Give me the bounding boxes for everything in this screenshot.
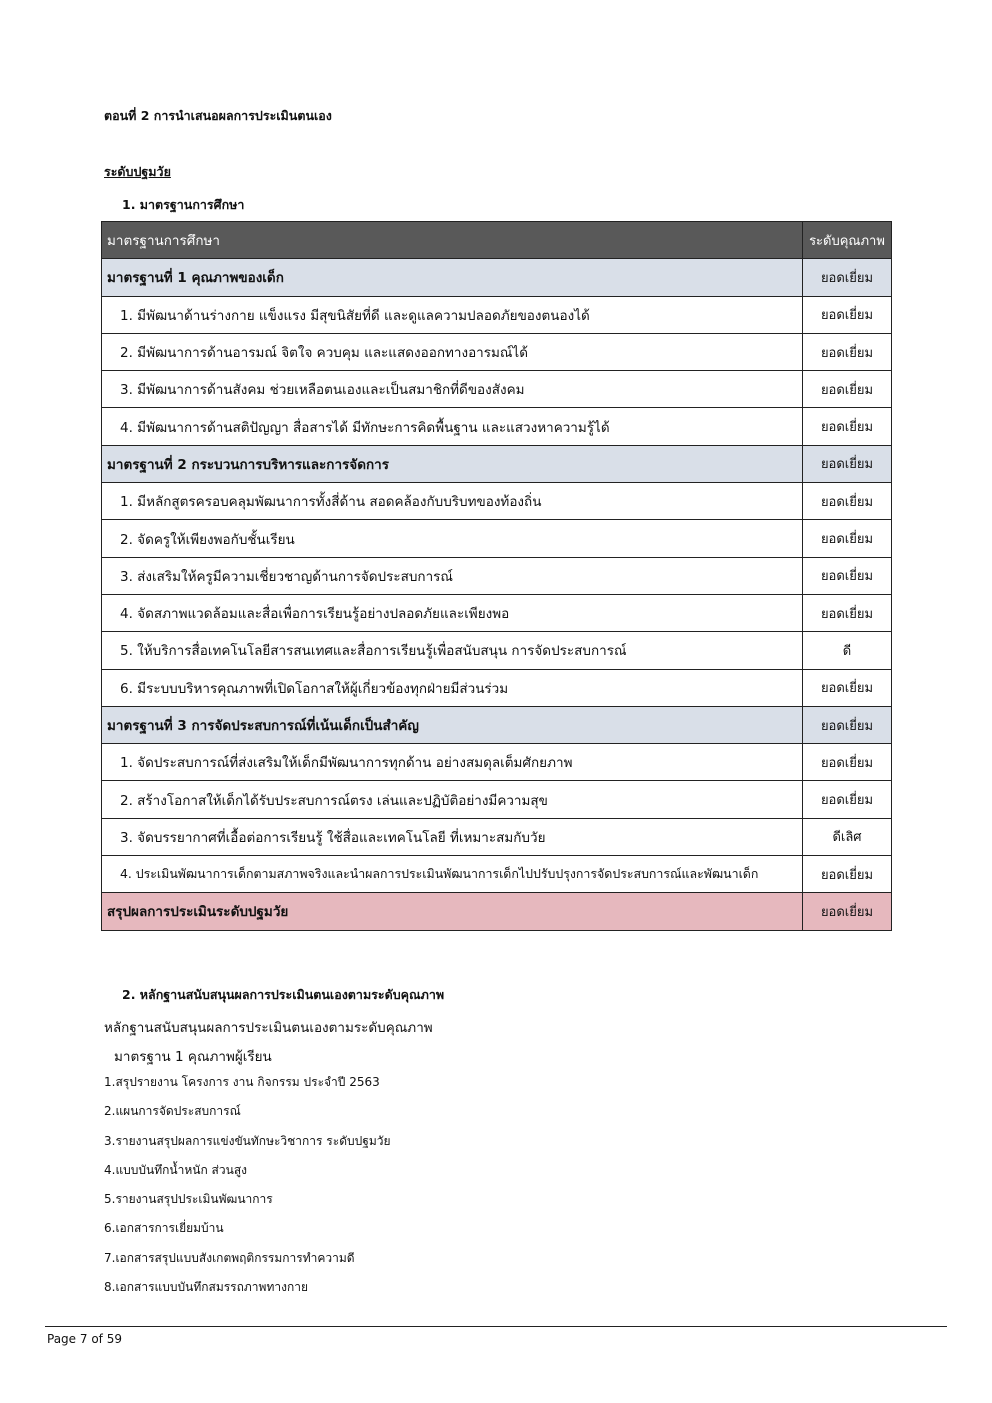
indicator-label: 4. จัดสภาพแวดล้อมและสื่อเพื่อการเรียนรู้อย่างปลอดภัยและเพียงพอ <box>102 594 803 631</box>
table-row <box>102 371 892 408</box>
indicator-label: 1. มีพัฒนาด้านร่างกาย แข็งแรง มีสุขนิสัยที่ดี และดูแลความปลอดภัยของตนองได้ <box>102 296 803 333</box>
indicator-label: 6. มีระบบบริหารคุณภาพที่เปิดโอกาสให้ผู้เกี่ยวข้องทุกฝ่ายมีส่วนร่วม <box>102 669 803 706</box>
table-row-standard-2 <box>102 445 892 482</box>
table-row <box>102 594 892 631</box>
summary-label: สรุปผลการประเมินระดับปฐมวัย <box>102 893 803 930</box>
quality-rating: ยอดเยี่ยม <box>803 333 892 370</box>
table-row <box>102 333 892 370</box>
table-row <box>102 632 892 669</box>
indicator-label: 1. มีหลักสูตรครอบคลุมพัฒนาการทั้งสี่ด้าน สอดคล้องกับบริบทของท้องถิ่น <box>102 483 803 520</box>
table-row <box>102 856 892 893</box>
indicator-label: 2. มีพัฒนาการด้านอารมณ์ จิตใจ ควบคุม และแสดงออกทางอารมณ์ได้ <box>102 333 803 370</box>
quality-rating: ยอดเยี่ยม <box>803 259 892 296</box>
indicator-label: 2. จัดครูให้เพียงพอกับชั้นเรียน <box>102 520 803 557</box>
list-item: 4.แบบบันทึกน้ำหนัก ส่วนสูง <box>104 1162 247 1177</box>
table-row <box>102 781 892 818</box>
quality-rating: ยอดเยี่ยม <box>803 483 892 520</box>
quality-rating: ยอดเยี่ยม <box>803 520 892 557</box>
quality-rating: ยอดเยี่ยม <box>803 856 892 893</box>
quality-rating: ยอดเยี่ยม <box>803 296 892 333</box>
indicator-label: 4. มีพัฒนาการด้านสติปัญญา สื่อสารได้ มีทักษะการคิดพื้นฐาน และแสวงหาความรู้ได้ <box>102 408 803 445</box>
list-item: 3.รายงานสรุปผลการแข่งขันทักษะวิชาการ ระดับปฐมวัย <box>104 1133 391 1148</box>
table-header-row <box>102 222 892 259</box>
quality-rating: ยอดเยี่ยม <box>803 594 892 631</box>
quality-rating: ยอดเยี่ยม <box>803 706 892 743</box>
quality-rating: ดี <box>803 632 892 669</box>
column-header-standard: มาตรฐานการศึกษา <box>102 222 803 259</box>
table-row <box>102 818 892 855</box>
list-item: 8.เอกสารแบบบันทึกสมรรถภาพทางกาย <box>104 1280 308 1295</box>
quality-rating: ยอดเยี่ยม <box>803 371 892 408</box>
indicator-label: 2. สร้างโอกาสให้เด็กได้รับประสบการณ์ตรง เล่นและปฏิบัติอย่างมีความสุข <box>102 781 803 818</box>
standards-table <box>101 221 892 931</box>
standard-label: มาตรฐานที่ 2 กระบวนการบริหารและการจัดการ <box>102 445 803 482</box>
list-item: 2.แผนการจัดประสบการณ์ <box>104 1104 241 1119</box>
standard-label: มาตรฐานที่ 1 คุณภาพของเด็ก <box>102 259 803 296</box>
indicator-label: 4. ประเมินพัฒนาการเด็กตามสภาพจริงและนำผลการประเมินพัฒนาการเด็กไปปรับปรุงการจัดประสบการณ์และพัฒนาเด็ก <box>102 856 803 893</box>
indicator-label: 1. จัดประสบการณ์ที่ส่งเสริมให้เด็กมีพัฒนาการทุกด้าน อย่างสมดุลเต็มศักยภาพ <box>102 744 803 781</box>
indicator-label: 5. ให้บริการสื่อเทคโนโลยีสารสนเทศและสื่อการเรียนรู้เพื่อสนับสนุน การจัดประสบการณ์ <box>102 632 803 669</box>
quality-rating: ยอดเยี่ยม <box>803 744 892 781</box>
table-row-summary <box>102 893 892 930</box>
list-item: 7.เอกสารสรุปแบบสังเกตพฤติกรรมการทำความดี <box>104 1250 355 1265</box>
quality-rating: ยอดเยี่ยม <box>803 408 892 445</box>
list-item: 6.เอกสารการเยี่ยมบ้าน <box>104 1221 224 1236</box>
indicator-label: 3. จัดบรรยากาศที่เอื้อต่อการเรียนรู้ ใช้สื่อและเทคโนโลยี ที่เหมาะสมกับวัย <box>102 818 803 855</box>
evidence-standard: มาตรฐาน 1 คุณภาพผู้เรียน <box>114 1049 272 1065</box>
quality-rating: ยอดเยี่ยม <box>803 669 892 706</box>
table-row <box>102 557 892 594</box>
subsection-heading-standards: 1. มาตรฐานการศึกษา <box>122 197 245 212</box>
column-header-quality: ระดับคุณภาพ <box>803 222 892 259</box>
table-row <box>102 296 892 333</box>
summary-rating: ยอดเยี่ยม <box>803 893 892 930</box>
indicator-label: 3. ส่งเสริมให้ครูมีความเชี่ยวชาญด้านการจัดประสบการณ์ <box>102 557 803 594</box>
table-row <box>102 408 892 445</box>
standard-label: มาตรฐานที่ 3 การจัดประสบการณ์ที่เน้นเด็กเป็นสำคัญ <box>102 706 803 743</box>
level-heading: ระดับปฐมวัย <box>104 164 171 179</box>
subsection-heading-evidence: 2. หลักฐานสนับสนุนผลการประเมินตนเองตามระดับคุณภาพ <box>122 987 445 1002</box>
list-item: 1.สรุปรายงาน โครงการ งาน กิจกรรม ประจำปี 2563 <box>104 1075 380 1089</box>
evidence-title: หลักฐานสนับสนุนผลการประเมินตนเองตามระดับคุณภาพ <box>104 1020 433 1036</box>
quality-rating: ยอดเยี่ยม <box>803 781 892 818</box>
page-title: ตอนที่ 2 การนำเสนอผลการประเมินตนเอง <box>104 108 332 123</box>
footer-divider <box>45 1326 947 1327</box>
quality-rating: ดีเลิศ <box>803 818 892 855</box>
table-row-standard-3 <box>102 706 892 743</box>
table-row <box>102 669 892 706</box>
table-row <box>102 483 892 520</box>
list-item: 5.รายงานสรุปประเมินพัฒนาการ <box>104 1192 273 1207</box>
indicator-label: 3. มีพัฒนาการด้านสังคม ช่วยเหลือตนเองและเป็นสมาชิกที่ดีของสังคม <box>102 371 803 408</box>
quality-rating: ยอดเยี่ยม <box>803 445 892 482</box>
table-row-standard-1 <box>102 259 892 296</box>
evidence-list <box>104 1074 391 1308</box>
table-row <box>102 520 892 557</box>
page-number: Page 7 of 59 <box>47 1332 122 1346</box>
table-row <box>102 744 892 781</box>
quality-rating: ยอดเยี่ยม <box>803 557 892 594</box>
